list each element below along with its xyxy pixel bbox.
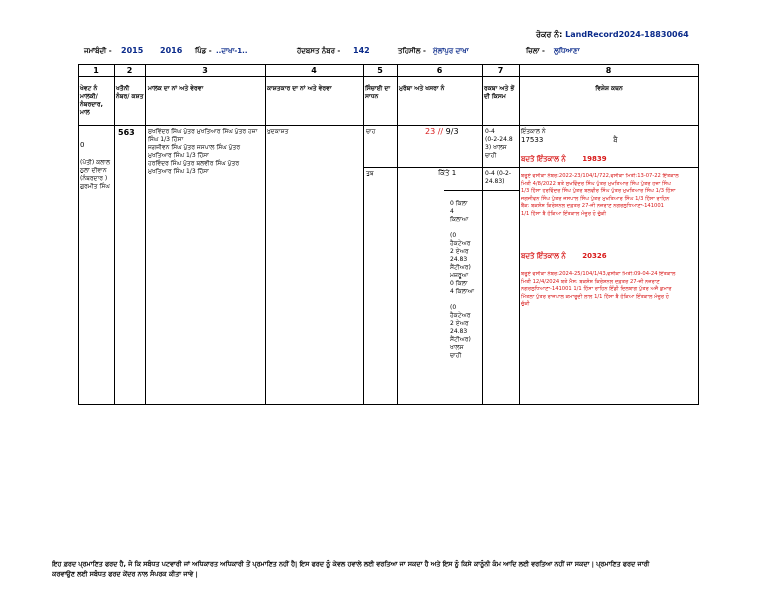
khasra-1: 23 // 9/3 — [425, 127, 459, 136]
remark-1-body: ਬਰੂਏ ਵਸੀਕਾ ਨੰਬਰ:2022-23/104/1/722,ਵਸੀਕਾ ਮਿਤੀ:13-07-22 ਇੰਤਕਾਲ ਮਿਤੀ 4/8/2022 ਬਤੇ ਸੁਖਵਿੰਦਰ ਸਿੰਘ ਪੁੱਤਰ ਮੁਖਤਿਆਰ ਸਿੰਘ ਪੁੱਤਰ ਹਜ਼ਾ ਸਿੰਘ 1/3 ਹਿੱਸਾ ਹਰਵਿੰਦਰ ਸਿੰਘ ਪੁੱਤਰ ਬਲਵੀਰ ਸਿੰਘ ਪੁੱਤਰ ਮੁਖਤਿਆਰ ਸਿੰਘ 1/3 ਹਿੱਸਾ ਜਗਜੀਵਨ ਸਿੰਘ ਪੁੱਤਰ ਜਸਪਾਲ ਸਿੰਘ ਪੁੱਤਰ ਮੁਖਤਿਆਰ ਸਿੰਘ 1/3 ਹਿੱਸਾ ਰਾਹਿਨ ਬੈਂਕ: ਬਕਸ਼ੰਸ਼ ਕਿਰੇਸ਼ਨਲ ਦਫ਼ਤਰ 27-ਜੀ ਨਜ਼ਰਾਣ ਨਗਰਲੁਧਿਆਣਾ-141001 1/1 ਹਿੱਸਾ ਬੈ ਹੱਕਿਆ ਇੰਤਕਾਲ ਮੰਜੂਰ ਹੋ ਚੁੱਕੀ — [521, 173, 679, 217]
col-number-6: 6 — [436, 66, 443, 75]
hadbast-label: ਹੱਦਬਸਤ ਨੰਬਰ - — [297, 47, 341, 55]
col1-note: (ਪੱਤੀ) ਕਲਾਲ ਠੁਲਾ ਦੀਵਾਨ (ਨੰਬਰਦਾਰ ) ਗੁਰਮੀਤ ਸਿੰਘ — [80, 159, 111, 190]
irrigation-2: ਤੁਬ — [366, 170, 374, 177]
pind-label: ਪਿੰਡ - — [195, 47, 212, 55]
tehsil-value: ਮੁੱਲਾਂਪੁਰ ਦਾਖਾ — [433, 47, 469, 55]
remark-1-heading: ਬਦਤੇ ਇੰਤਕਾਲ ਨੰ 19839 — [521, 155, 607, 163]
col-number-8: 8 — [605, 66, 612, 75]
khatauni-number: 563 — [118, 128, 135, 137]
owner-line: ਜਗਜੀਵਨ ਸਿੰਘ ਪੁੱਤਰ ਜਸਪਾਲ ਸਿੰਘ ਪੁੱਤਰ — [148, 144, 241, 151]
col-number-2: 2 — [126, 66, 133, 75]
col-header-4: ਕਾਸ਼ਤਕਾਰ ਦਾ ਨਾਂ ਅਤੇ ਵੇਰਵਾ — [267, 85, 332, 92]
col-number-4: 4 — [311, 66, 317, 75]
col-header-3: ਮਾਲਕ ਦਾ ਨਾਂ ਅਤੇ ਵੇਰਵਾ — [148, 85, 204, 92]
col-header-5: ਸਿੰਚਾਈ ਦਾ ਸਾਧਨ — [365, 85, 391, 100]
tenant: ਖੁਦਕਾਸ਼ਤ — [267, 128, 289, 135]
remark-2-heading: ਬਦਤੇ ਇੰਤਕਾਲ ਨੰ 20326 — [521, 252, 607, 260]
zila-value: ਲੁਧਿਆਣਾ — [554, 47, 580, 55]
col-header-2: ਖਤੌਨੀ ਨੰਬਰ/ ਕਸ਼ਤ — [116, 85, 144, 100]
col-number-7: 7 — [497, 66, 504, 75]
record-number: ਰੋਕਰ ਨੰ: LandRecord2024-18830064 — [536, 30, 689, 39]
col-header-6: ਮੁਰੱਬਾ ਅਤੇ ਖਸਰਾ ਨੰ — [399, 85, 445, 92]
col-header-7: ਰਕਬਾ ਅਤੇ ਭੋਂ ਦੀ ਕਿਸਮ — [484, 85, 515, 100]
pind-value: ..ਦਾਖਾ-1.. — [216, 47, 248, 55]
khasra-2: ਕਿੱਤੇ 1 — [438, 169, 457, 177]
area-1: 0-4 (0-2-24.8 3) ਖਾਲਸ ਚਾਹੀ — [485, 128, 513, 159]
col1-zero: 0 — [80, 141, 85, 149]
irrigation-1: ਚਾਹ — [366, 128, 376, 135]
remark-2-body: ਬਰੂਏ ਵਸੀਕਾ ਨੰਬਰ:2024-25/104/1/43,ਵਸੀਕਾ ਮਿਤੀ:09-04-24 ਇੰਤਕਾਲ ਮਿਤੀ 12/4/2024 ਬਤੇ ਮੈਸ: ਬਕਸ਼ੰਸ਼ ਕਿਰੇਸ਼ਨਲ ਦਫ਼ਤਰ 27-ਜੀ ਨਜ਼ਰਾਣ ਨਗਰਲੁਧਿਆਣਾ-141001 1/1 ਹਿੱਸਾ ਰਾਹਿਨ ਇੰਡੀ ਦਿਲਬਾਗ ਪੁੱਤਰ ਅਜੈ ਕੁਮਾਰ ਮਿੱਤਲਾ ਪੁੱਤਰ ਰਾਜਪਾਲ ਕਮਾਰੂਦੀ ਲਾਲ 1/1 ਹਿੱਸਾ ਬੈ ਹੱਕਿਆ ਇੰਤਕਾਲ ਮੰਜੂਰ ਹੋ ਚੁੱਕੀ — [521, 271, 676, 308]
col-header-8: ਵਿਸ਼ੇਸ਼ ਕਥਨ — [595, 85, 623, 92]
owner-line: ਹਰਵਿੰਦਰ ਸਿੰਘ ਪੁੱਤਰ ਬਲਵੀਰ ਸਿੰਘ ਪੁੱਤਰ — [148, 160, 240, 167]
area-summary: 0 ਕਿਲਾ 4 ਕਿਲਾਆ (0 ਹੈਕਟੇਅਰ 2 ਏਅਰ 24.83 ਸੈਂਟੀਅਰ) ਮਜ਼ਰੂਆ 0 ਕਿਲਾ 4 ਕਿਲਾਆ (0 ਹੈਕਟੇਅਰ 2 ਏਅਰ 24.83 ਸੈਂਟੀਅਰ) ਖਾਲਸ ਚਾਹੀ — [450, 200, 475, 359]
col-number-1: 1 — [93, 66, 99, 75]
owner-line: ਮੁਖਤਿਆਰ ਸਿੰਘ 1/3 ਹਿੱਸਾ — [148, 152, 209, 159]
owner-line: ਸੁਖਵਿੰਦਰ ਸਿੰਘ ਪੁੱਤਰ ਮੁਖਤਿਆਰ ਸਿੰਘ ਪੁੱਤਰ ਹਜ਼ਾ — [148, 128, 258, 135]
remarks-top: ਇੰਤਕਾਲ ਨੰ 17533 ਬੈ — [521, 128, 618, 144]
col-number-5: 5 — [377, 66, 383, 75]
jamabandi-label: ਜਮਾਂਬੰਦੀ - — [84, 47, 112, 55]
col-header-1: ਖੇਵਟ ਨੰ ਮਾਲਕੀ/ ਨੰਬਰਦਾਰ, ਮਾਲ — [80, 85, 103, 116]
owners-list — [148, 128, 266, 176]
zila-label: ਜ਼ਿਲਾ - — [526, 47, 545, 55]
year-2: 2016 — [160, 46, 183, 55]
footer-disclaimer: ਇਹ ਫ਼ਰਦ ਪ੍ਰਮਾਣਿਤ ਫਰਦ ਹੈ, ਜੋ ਕਿ ਸਬੰਧਤ ਪਟਵਾਰੀ ਜਾਂ ਅਧਿਕਾਰਤ ਅਧਿਕਾਰੀ ਤੋਂ ਪ੍ਰਮਾਣਿਤ ਨਹੀਂ ਹੈ| ਇਸ ਫਰਦ ਨੂੰ ਕੇਵਲ ਹਵਾਲੇ ਲਈ ਵਰਤਿਆ ਜਾ ਸਕਦਾ ਹੈ ਅਤੇ ਇਸ ਨੂੰ ਕਿਸੇ ਕਾਨੂੰਨੀ ਕੰਮ ਆਦਿ ਲਈ ਵਰਤਿਆ ਨਹੀਂ ਜਾ ਸਕਦਾ | ਪ੍ਰਮਾਣਿਤ ਫਰਦ ਜਾਰੀ ਕਰਵਾਉਣ ਲਈ ਸਬੰਧਤ ਫਰਦ ਕੇਂਦਰ ਨਾਲ ਸੰਪਰਕ ਕੀਤਾ ਜਾਵੇ | — [52, 560, 650, 578]
tehsil-label: ਤਹਿਸੀਲ - — [398, 47, 426, 55]
area-2: 0-4 (0-2- 24.83) — [485, 170, 512, 185]
record-number-value: LandRecord2024-18830064 — [565, 30, 689, 39]
col-number-3: 3 — [202, 66, 208, 75]
year-1: 2015 — [121, 46, 144, 55]
owner-line: ਮੁਖਤਿਆਰ ਸਿੰਘ 1/3 ਹਿੱਸਾ — [148, 168, 209, 175]
owner-line: ਸਿੰਘ 1/3 ਹਿੱਸਾ — [148, 136, 184, 143]
hadbast-value: 142 — [353, 46, 370, 55]
